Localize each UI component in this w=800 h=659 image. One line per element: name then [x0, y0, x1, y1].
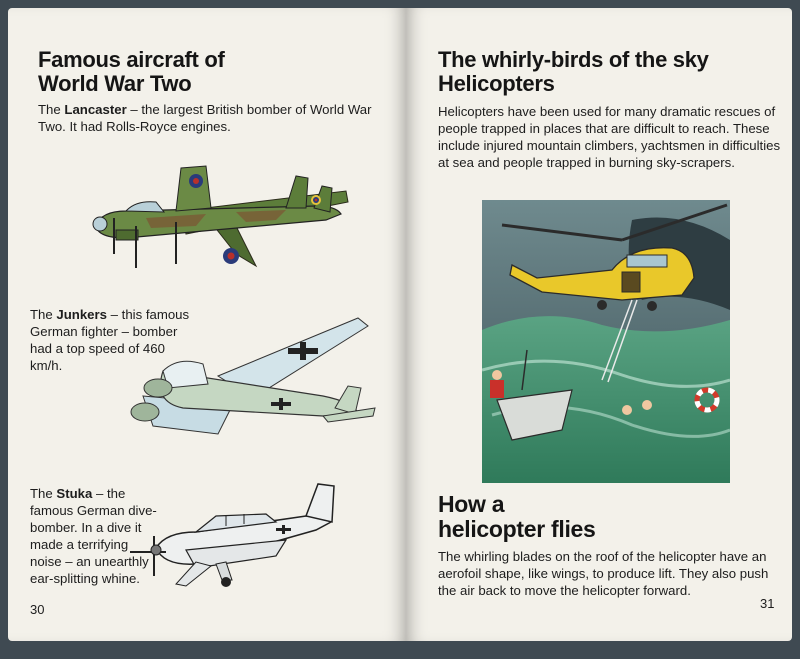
lancaster-name: Lancaster — [64, 102, 127, 117]
right-page-title — [438, 48, 709, 96]
section-title-line2: helicopter flies — [438, 516, 596, 542]
section-title-line1: How a — [438, 491, 505, 517]
helicopter-rescue-illustration — [482, 200, 730, 483]
left-page-number: 30 — [30, 602, 45, 617]
right-page-number: 31 — [760, 596, 775, 611]
how-helicopter-flies-title — [438, 492, 596, 542]
helicopter-intro-text: Helicopters have been used for many dramatic rescues of people trapped in places that are difficult to reach. These include injured mountain climbers, yachtsmen in difficulties at sea and people trapped in burning sky-scrapers. — [438, 104, 781, 170]
right-title-line2: Helicopters — [438, 71, 555, 96]
lancaster-caption: The Lancaster – the largest British bomber of World War Two. It had Rolls-Royce engines. — [38, 102, 372, 134]
left-page — [8, 8, 406, 641]
junkers-caption: The Junkers – this famous German fighter – bomber had a top speed of 460 km/h. — [30, 307, 190, 373]
stuka-caption: The Stuka – the famous German dive-bomber. In a dive it made a terrifying noise – an unearthly ear-splitting whine. — [30, 486, 157, 586]
lancaster-bomber-illustration — [86, 156, 356, 278]
left-title-line1: Famous aircraft of — [38, 47, 225, 72]
junkers-name: Junkers — [56, 307, 107, 322]
stuka-dive-bomber-illustration — [126, 476, 346, 588]
stuka-name: Stuka — [56, 486, 93, 501]
left-page-title — [38, 48, 225, 96]
how-helicopter-flies-text: The whirling blades on the roof of the helicopter have an aerofoil shape, like wings, to produce lift. They also push the air back to move the helicopter forward. — [438, 549, 769, 598]
right-page — [406, 8, 792, 641]
left-title-line2: World War Two — [38, 71, 192, 96]
right-title-line1: The whirly-birds of the sky — [438, 47, 709, 72]
junkers-fighter-bomber-illustration — [123, 316, 378, 444]
